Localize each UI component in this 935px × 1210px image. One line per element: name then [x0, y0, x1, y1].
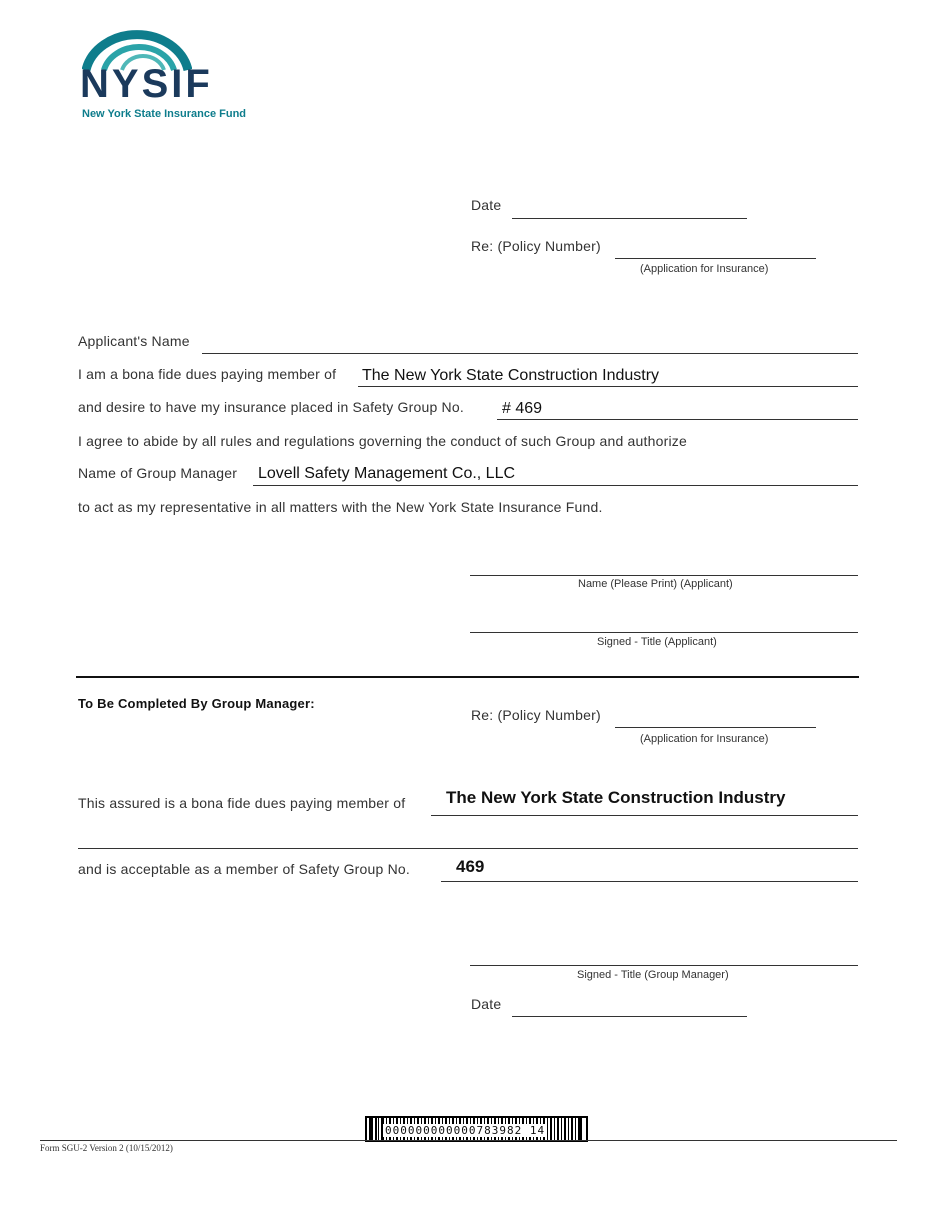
manager-policy-number-field[interactable]	[615, 727, 816, 728]
manager-policy-number-label: Re: (Policy Number)	[471, 707, 601, 723]
safety-group-value: # 469	[502, 400, 543, 417]
member-value: The New York State Construction Industry	[362, 367, 660, 384]
assured-field-continued[interactable]	[78, 848, 858, 849]
agree-text: I agree to abide by all rules and regulations governing the conduct of such Group and authorize	[78, 433, 687, 449]
applicant-print-name-caption: Name (Please Print) (Applicant)	[578, 578, 733, 590]
logo-subtitle: New York State Insurance Fund	[82, 108, 247, 120]
footer-rule	[40, 1140, 897, 1141]
acceptable-value: 469	[456, 857, 485, 876]
group-manager-value: Lovell Safety Management Co., LLC	[258, 465, 516, 482]
barcode-number: 000000000000783982 14	[385, 1124, 546, 1137]
policy-number-caption: (Application for Insurance)	[640, 263, 769, 275]
member-label: I am a bona fide dues paying member of	[78, 366, 337, 382]
barcode	[365, 1116, 588, 1142]
assured-label: This assured is a bona fide dues paying member of	[78, 795, 406, 811]
nysif-logo	[80, 26, 280, 126]
applicant-print-name-field[interactable]	[470, 575, 858, 576]
date-field[interactable]	[512, 218, 747, 219]
policy-number-label: Re: (Policy Number)	[471, 238, 601, 254]
manager-date-field[interactable]	[512, 1016, 747, 1017]
member-field[interactable]	[358, 386, 858, 387]
assured-field[interactable]	[431, 815, 858, 816]
applicant-signature-field[interactable]	[470, 632, 858, 633]
policy-number-field[interactable]	[615, 258, 816, 259]
manager-policy-number-caption: (Application for Insurance)	[640, 733, 769, 745]
safety-group-label: and desire to have my insurance placed in Safety Group No.	[78, 399, 464, 415]
safety-group-field[interactable]	[497, 419, 858, 420]
group-manager-field[interactable]	[253, 485, 858, 486]
representative-text: to act as my representative in all matters with the New York State Insurance Fund.	[78, 499, 603, 515]
acceptable-label: and is acceptable as a member of Safety Group No.	[78, 861, 410, 877]
assured-value: The New York State Construction Industry	[446, 788, 786, 807]
date-label: Date	[471, 197, 502, 213]
group-manager-heading: To Be Completed By Group Manager:	[78, 696, 315, 711]
applicant-name-field[interactable]	[202, 353, 858, 354]
manager-signature-field[interactable]	[470, 965, 858, 966]
section-divider	[76, 676, 859, 678]
acceptable-field[interactable]	[441, 881, 858, 882]
manager-signature-caption: Signed - Title (Group Manager)	[577, 969, 729, 981]
applicant-name-label: Applicant's Name	[78, 333, 190, 349]
form-id: Form SGU-2 Version 2 (10/15/2012)	[40, 1143, 173, 1153]
applicant-signature-caption: Signed - Title (Applicant)	[597, 636, 717, 648]
group-manager-label: Name of Group Manager	[78, 465, 238, 481]
manager-date-label: Date	[471, 996, 502, 1012]
logo-title: NYSIF	[80, 62, 213, 106]
